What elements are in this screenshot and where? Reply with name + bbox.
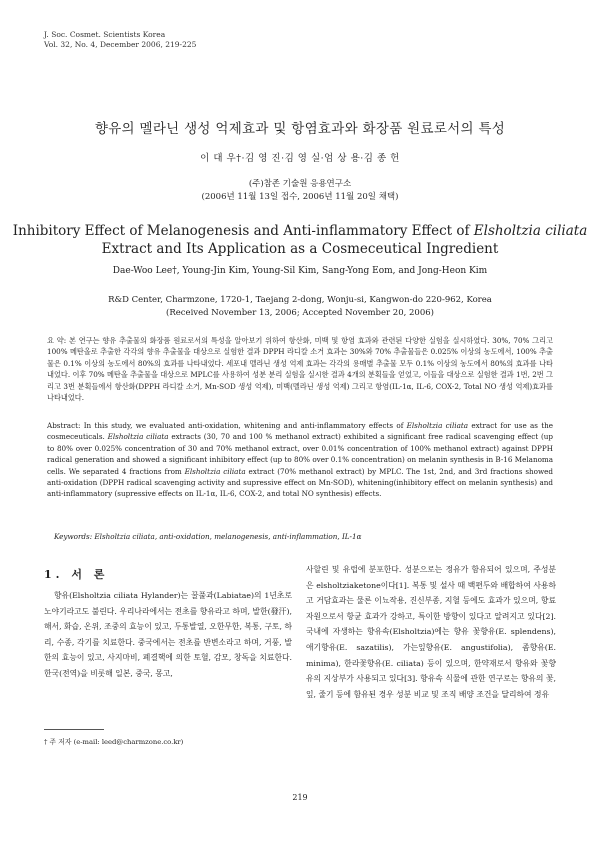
abstract-species-2: Elsholtzia ciliata (107, 432, 169, 442)
title-english (0, 222, 600, 258)
dates-korean: (2006년 11월 13일 접수, 2006년 11월 20일 채택) (201, 192, 399, 202)
page-number: 219 (292, 793, 308, 802)
abstract-text-2: extract for use as the cosmeceuticals. (47, 421, 553, 442)
abstract-species-1: Elsholtzia ciliata (406, 421, 469, 430)
body-paragraph-left: 향유(Elsholtzia ciliata Hylander)는 꿀풀과(Labiatae)의 1년초로 노야기라고도 불린다. 우리나라에서는 전초를 향유라고 하며, 발한(發汗), 해서, 화습, 온위, 조중의 효능이 있고, 두통발열, 오한무한, 복통, 구토, 하리, 수종, 각기를 치료한다. 중국에서는 전초를 반변소라고 하며, 거풍, 발한의 효능이 있고, 사지마비, 폐결핵에 의한 토혈, 감모, 창독을 치료한다. 한국(전역)을 비롯해 일본, 중국, 몽고, (44, 591, 292, 678)
title-korean: 향유의 멜라닌 생성 억제효과 및 항염효과와 화장품 원료로서의 특성 (94, 121, 506, 137)
journal-name: J. Soc. Cosmet. Scientists Korea (44, 30, 166, 39)
title-english-line1: Inhibitory Effect of Melanogenesis and Anti-inflammatory Effect of (12, 223, 474, 239)
title-english-species: Elsholtzia ciliata (473, 223, 588, 239)
authors-korean: 이 대 우†·김 영 진·김 영 실·엄 상 용·김 종 헌 (200, 153, 400, 164)
footnote-corresponding-author: † 주 저자 (e-mail: leed@charmzone.co.kr) (44, 738, 184, 746)
affiliation-org-korean: (주)참존 기술원 응용연구소 (248, 179, 352, 189)
abstract-label: Abstract: (47, 421, 81, 430)
keywords: Keywords: Elsholtzia ciliata, anti-oxidation, melanogenesis, anti-inflammation, IL-1α (54, 532, 362, 541)
footnote-divider (44, 729, 104, 730)
abstract-english (47, 420, 553, 500)
abstract-text-3: extracts (30, 70 and 100 % methanol extract) exhibited a significant free radical scavenging effect (up to 80% over 0.025% concentration of 30 and 70% methanol extract, over 0.01% concentration of 100% methanol extract) against DPPH radical generation and showed a significant inhibitory effect (up to 80% over 0.1% concentration) on melanin synthesis in B-16 Melanoma cells. We separated 4 fractions from (47, 432, 554, 476)
section-title-introduction: 1. 서 론 (44, 568, 109, 581)
affiliation-korean (0, 178, 600, 204)
journal-volume: Vol. 32, No. 4, December 2006, 219-225 (44, 40, 197, 49)
abstract-text-4: extract (70% methanol extract) by MPLC. The 1st, 2nd, and 3rd fractions showed anti-oxidation (DPPH radical scavenging activity and supressive effect on Mn-SOD), whitening(inhibitory effect on melanin synthesis) and anti-inflammatory (supressive effects on IL-1α, IL-6, COX-2, and total NO synthesis) effects. (47, 466, 553, 499)
journal-header (44, 30, 196, 50)
body-column-right (306, 562, 556, 702)
title-english-line2: Extract and Its Application as a Cosmeceutical Ingredient (101, 241, 499, 257)
abstract-species-3: Elsholtzia ciliata (184, 466, 246, 476)
authors-english: Dae-Woo Lee†, Young-Jin Kim, Young-Sil Kim, Sang-Yong Eom, and Jong-Heon Kim (112, 266, 488, 276)
affiliation-english (0, 294, 600, 320)
abstract-korean: 요 약: 본 연구는 향유 추출물의 화장품 원료로서의 특성을 알아보기 위하여 항산화, 미백 및 항염 효과와 관련된 다양한 실험을 실시하였다. 30%, 70% 그리고 100% 메탄올로 추출한 각각의 향유 추출물을 대상으로 실험한 결과 DPPH 라디칼 소거 효과는 30%와 70% 추출물들은 0.025% 이상의 농도에서, 100% 추출물은 0.1% 이상의 농도에서 80%의 효과를 나타내었다. 세포내 멜라닌 생성 억제 효과는 각각의 용매별 추출물 모두 0.1% 이상의 농도에서 80%의 효과를 나타내었다. 이후 70% 메탄올 추출물을 대상으로 MPLC를 사용하여 성분 분리 실험을 실시한 결과 4개의 분획들을 얻었고, 이들을 대상으로 실험한 결과 1번, 2번 그리고 3번 분획들에서 항산화(DPPH 라디칼 소거, Mn-SOD 생성 억제), 미백(멜라닌 생성 억제) 그리고 항염(IL-1α, IL-6, COX-2, Total NO 생성 억제)효과를 나타내었다. (47, 336, 553, 403)
affiliation-address: R&D Center, Charmzone, 1720-1, Taejang 2-dong, Wonju-si, Kangwon-do 220-962, Korea (108, 295, 492, 305)
abstract-text-1: In this study, we evaluated anti-oxidation, whitening and anti-inflammatory effects of (80, 421, 407, 430)
body-column-left (44, 588, 292, 682)
received-dates: (Received November 13, 2006; Accepted November 20, 2006) (166, 308, 434, 318)
body-paragraph-right: 사할린 및 유럽에 분포한다. 성분으로는 정유가 함유되어 있으며, 주성분은 elsholtziaketone이다[1]. 복통 및 설사 때 백편두와 배합하여 사용하고 거담효과는 물론 이뇨작용, 진신부종, 지혈 등에도 효과가 있으며, 향료 자원으로서 항균 효과가 강하고, 특이한 방향이 있다고 알려지고 있다[2]. 국내에 자생하는 향유속(Elsholtzia)에는 향유 꽃향유(E. splendens), 애기향유(E. sazatilis), 가는잎향유(E. angustifolia), 좀향유(E. minima), 한라꽃향유(E. ciliata) 등이 있으며, 한약재로서 향유와 꽃향유의 지상부가 사용되고 있다[3]. 향유속 식물에 관한 연구로는 향유의 꽃, 잎, 줄기 등에 함유된 경우 성분 비교 및 조직 배양 조건을 달리하여 정유 (306, 565, 556, 699)
